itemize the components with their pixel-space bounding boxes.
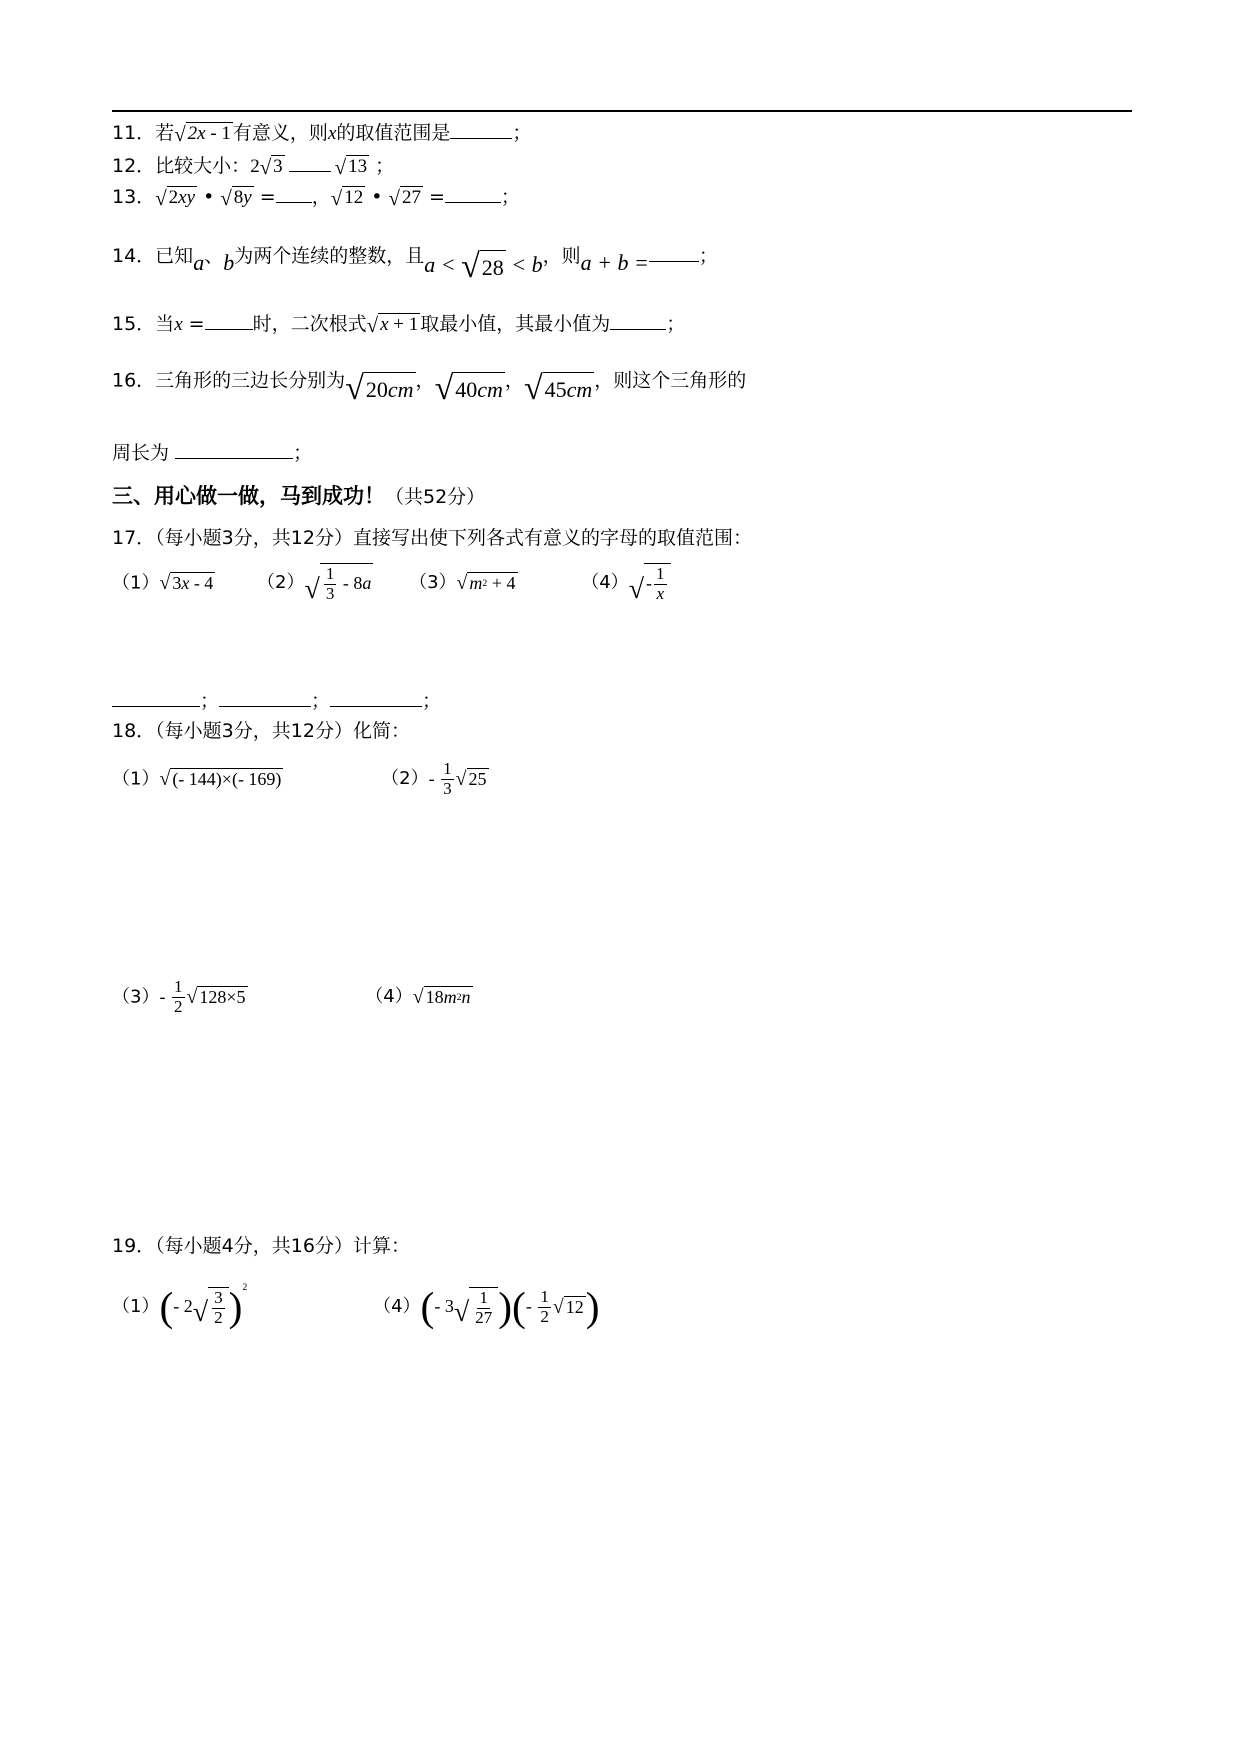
item-label: （3） [112,986,160,1008]
sqrt-product: √ (- 144)×(- 169) [159,768,282,791]
sqrt-20cm: √ 20 cm [345,370,414,407]
question-18-head: 18．（每小题3分，共12分）化简： [112,720,410,742]
sqrt-12: √ 12 [330,186,364,211]
q12-text: 12．比较大小： [112,155,251,177]
sqrt-third-minus-8a: √ $\frac{1}{3}$ - 8 a [304,564,372,605]
question-15 [112,313,685,337]
sqrt-27: √ 27 [388,186,421,211]
fraction-1-2: $\frac{1}{2}$ [540,1286,549,1326]
eq-sign: = [429,186,445,208]
item-label: （4） [373,1296,421,1317]
sep: 、 [204,245,224,268]
item-label: （3） [409,572,457,594]
answer-blank[interactable] [289,155,331,172]
question-16 [112,364,747,407]
sqrt-128x5: √ 128×5 [186,986,246,1009]
q11-text-b: 有意义，则 [232,122,328,144]
q14-text: 14．已知 [112,245,194,268]
answer-blank[interactable] [112,690,200,707]
question-19-head: 19．（每小题4分，共16分）计算： [112,1235,410,1257]
q14-text-b: 为两个连续的整数，且 [234,245,425,268]
q13-text: 13． [112,186,156,208]
coef-2: 2 [250,156,260,177]
item-label: （4） [365,986,413,1008]
eq-sign: = [188,313,205,335]
var-x: x [174,314,183,335]
q11-text-c: 的取值范围是 [336,122,451,144]
semicolon: ； [200,690,220,712]
q11-text: 11．若 [112,122,175,144]
answer-blank[interactable] [610,313,666,330]
section-3-heading [112,484,485,509]
semicolon: ； [422,690,442,712]
question-11 [112,122,531,146]
answer-blank[interactable] [649,245,699,262]
sqrt-13: √ 13 [334,155,368,180]
q14-text-c: ，则 [542,245,581,268]
sqrt-m2-plus-4: √ m 2 + 4 [456,572,516,595]
answer-blank[interactable] [175,442,293,459]
question-14 [112,240,718,285]
q15-text: 15．当 [112,313,175,335]
semicolon: ； [311,690,331,712]
item-label: （4） [581,572,629,594]
eq-sign: = [259,186,276,208]
comma: ， [504,369,524,392]
sqrt-x-plus-1: √ x + 1 [366,313,419,338]
q12-end: ； [375,155,395,177]
section-title: 三、用心做一做，马到成功！ [112,484,385,508]
item-label: （2） [381,768,429,790]
sqrt-45cm: √ 45 cm [523,370,593,407]
question-17-answers [112,690,441,713]
sqrt-3x-4: √ 3 x - 4 [159,572,214,595]
question-18-row2: （3）- $\frac{1}{2}$ √ 128×5 （4） √ 18 m 2 n [112,977,471,1016]
sqrt-2x-1: √ 2x - 1 [174,122,231,147]
sqrt-8y: √ 8 y [220,186,252,211]
answer-blank[interactable] [205,313,253,330]
sqrt-25: √ 25 [455,768,487,791]
sqrt-neg-1-over-x: √ - $\frac{1}{x}$ [629,563,671,604]
item-label: （1） [112,572,160,594]
q13-end: ； [500,186,520,208]
q15-end: ； [666,313,686,335]
q16-text-b: ，则这个三角形的 [594,369,747,392]
answer-blank[interactable] [276,186,312,203]
answer-blank[interactable] [219,690,311,707]
item-label: （1） [112,768,160,790]
question-16-line2 [112,442,312,465]
q11-end: ； [512,122,532,144]
question-13: 13． √ 2 xy • √ 8 y = ， √ 12 • √ 27 = ； [112,186,520,211]
comma: ， [311,186,331,208]
fraction-1-3: $\frac{1}{3}$ [443,759,452,798]
sqrt-3-over-2: √ $\frac{3}{2}$ [193,1287,229,1328]
var-x: x [327,123,337,144]
comma: ， [415,369,435,392]
sqrt-3: √ 3 [259,155,283,180]
sqrt-18m2n: √ 18 m 2 n [412,986,471,1009]
question-17-head: 17．（每小题3分，共12分）直接写出使下列各式有意义的字母的取值范围： [112,527,752,549]
q15-text-c: 时，二次根式 [252,313,367,335]
question-12 [112,155,394,179]
q16-text: 16．三角形的三边长分别为 [112,369,346,392]
q15-text-d: 取最小值，其最小值为 [420,313,611,335]
sqrt-1-over-27: √ $\frac{1}{27}$ [454,1287,498,1328]
question-18-row1: （1） √ (- 144)×(- 169) （2）- $\frac{1}{3}$ √ 25 [112,759,487,798]
q14-end: ； [698,245,718,268]
var-a: a [193,250,205,276]
q16-end: ； [293,442,313,464]
sqrt-12: √ 12 [552,1296,584,1319]
answer-blank[interactable] [450,122,512,139]
answer-blank[interactable] [445,186,501,203]
sqrt-2xy: √ 2 xy [155,186,196,211]
question-19-items: （1）(- 2 √ $\frac{3}{2}$ )$^2$ （4）(- 3 √ $\frac{1}{27}$ )(- $\frac{1}{2}$ √ 12 ) [112,1282,600,1330]
item-label: （2） [257,572,305,594]
item-label: （1） [112,1296,160,1317]
var-b: b [223,250,235,276]
answer-blank[interactable] [330,690,422,707]
sqrt-40cm: √ 40 cm [434,370,503,407]
a-plus-b: a + b = [580,250,649,276]
fraction-1-2: $\frac{1}{2}$ [173,977,183,1016]
inequality: a < √ 28 < b [424,248,543,285]
question-17-items [112,563,671,604]
section-score: （共52分） [385,486,486,508]
header-rule [112,110,1132,112]
q16-line2-text: 周长为 [112,442,170,464]
